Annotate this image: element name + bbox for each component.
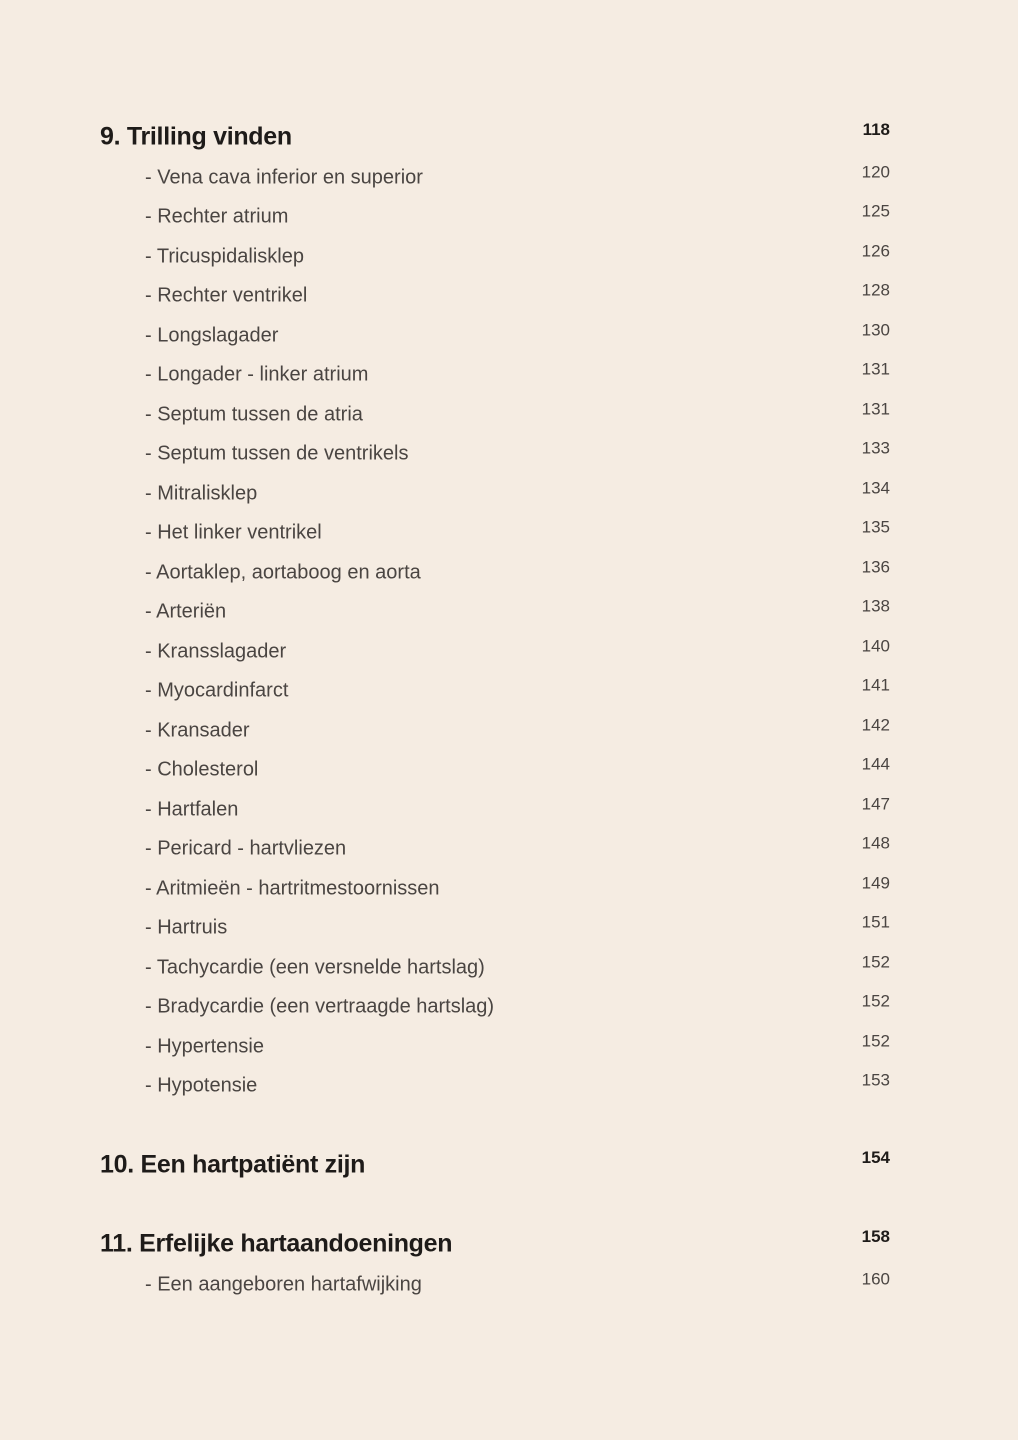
entry-page: 126 [861, 241, 890, 261]
chapter-page: 154 [861, 1147, 890, 1167]
entry-title: - Hartfalen [145, 798, 239, 821]
table-of-contents [100, 116, 890, 1305]
entry-page: 136 [861, 557, 890, 577]
entry-title: - Tricuspidalisklep [145, 245, 304, 268]
entry-page: 120 [861, 162, 890, 182]
toc-entry[interactable] [100, 514, 890, 554]
toc-entry[interactable] [100, 830, 890, 870]
toc-entry[interactable] [100, 553, 890, 593]
entry-title: - Tachycardie (een versnelde hartslag) [145, 956, 485, 979]
entry-page: 138 [861, 596, 890, 616]
entry-page: 130 [861, 320, 890, 340]
chapter-title: 10. Een hartpatiënt zijn [100, 1150, 366, 1178]
entry-title: - Bradycardie (een vertraagde hartslag) [145, 995, 495, 1018]
entry-title: - Het linker ventrikel [145, 521, 322, 544]
entry-title: - Myocardinfarct [145, 679, 289, 702]
entry-title: - Rechter ventrikel [145, 284, 308, 307]
entry-page: 131 [861, 359, 890, 379]
toc-chapter[interactable] [100, 1144, 890, 1186]
toc-entry[interactable] [100, 435, 890, 475]
toc-chapter[interactable] [100, 116, 890, 158]
entry-title: - Een aangeboren hartafwijking [145, 1273, 422, 1296]
entry-title: - Septum tussen de ventrikels [145, 442, 409, 465]
entry-page: 133 [861, 438, 890, 458]
entry-page: 160 [861, 1269, 890, 1289]
toc-entry[interactable] [100, 198, 890, 238]
entry-title: - Hypertensie [145, 1035, 264, 1058]
entry-title: - Arteriën [145, 600, 227, 623]
toc-entry[interactable] [100, 237, 890, 277]
toc-entry[interactable] [100, 751, 890, 791]
toc-entry[interactable] [100, 316, 890, 356]
entry-title: - Vena cava inferior en superior [145, 166, 423, 189]
toc-entry[interactable] [100, 869, 890, 909]
entry-page: 140 [861, 636, 890, 656]
chapter-title: 9. Trilling vinden [100, 122, 292, 151]
entry-page: 135 [861, 517, 890, 537]
entry-page: 144 [861, 754, 890, 774]
entry-page: 142 [861, 715, 890, 735]
entry-title: - Kransader [145, 719, 250, 742]
entry-title: - Longslagader [145, 324, 279, 347]
entry-title: - Aritmieën - hartritmestoornissen [145, 877, 440, 900]
toc-entry[interactable] [100, 593, 890, 633]
toc-entry[interactable] [100, 1265, 890, 1305]
entry-page: 128 [861, 280, 890, 300]
entry-title: - Rechter atrium [145, 205, 289, 228]
toc-entry[interactable] [100, 1067, 890, 1107]
entry-page: 152 [861, 952, 890, 972]
toc-entry[interactable] [100, 711, 890, 751]
entry-title: - Hartruis [145, 916, 228, 939]
entry-title: - Kransslagader [145, 640, 287, 663]
entry-page: 153 [861, 1070, 890, 1090]
entry-page: 134 [861, 478, 890, 498]
toc-entry[interactable] [100, 790, 890, 830]
toc-entry[interactable] [100, 988, 890, 1028]
entry-title: - Longader - linker atrium [145, 363, 369, 386]
entry-title: - Mitralisklep [145, 482, 258, 505]
toc-entry[interactable] [100, 672, 890, 712]
entry-page: 125 [861, 201, 890, 221]
chapter-page: 158 [861, 1227, 890, 1246]
toc-entry[interactable] [100, 356, 890, 396]
entry-page: 152 [861, 1031, 890, 1051]
toc-entry[interactable] [100, 277, 890, 317]
entry-title: - Pericard - hartvliezen [145, 837, 347, 860]
toc-entry[interactable] [100, 1027, 890, 1067]
entry-page: 152 [861, 991, 890, 1011]
toc-entry[interactable] [100, 395, 890, 435]
entry-title: - Hypotensie [145, 1074, 258, 1097]
toc-entry[interactable] [100, 474, 890, 514]
toc-entry[interactable] [100, 948, 890, 988]
entry-title: - Cholesterol [145, 758, 259, 781]
entry-page: 149 [861, 873, 890, 893]
entry-page: 147 [861, 794, 890, 814]
toc-entry[interactable] [100, 632, 890, 672]
entry-page: 148 [861, 833, 890, 853]
toc-chapter[interactable] [100, 1223, 890, 1265]
entry-page: 131 [861, 399, 890, 419]
entry-page: 141 [861, 675, 890, 695]
entry-title: - Septum tussen de atria [145, 403, 363, 426]
entry-page: 151 [861, 912, 890, 932]
toc-entry[interactable] [100, 158, 890, 198]
chapter-page: 118 [862, 120, 890, 139]
chapter-title: 11. Erfelijke hartaandoeningen [100, 1229, 453, 1258]
toc-entry[interactable] [100, 909, 890, 949]
entry-title: - Aortaklep, aortaboog en aorta [145, 561, 421, 584]
